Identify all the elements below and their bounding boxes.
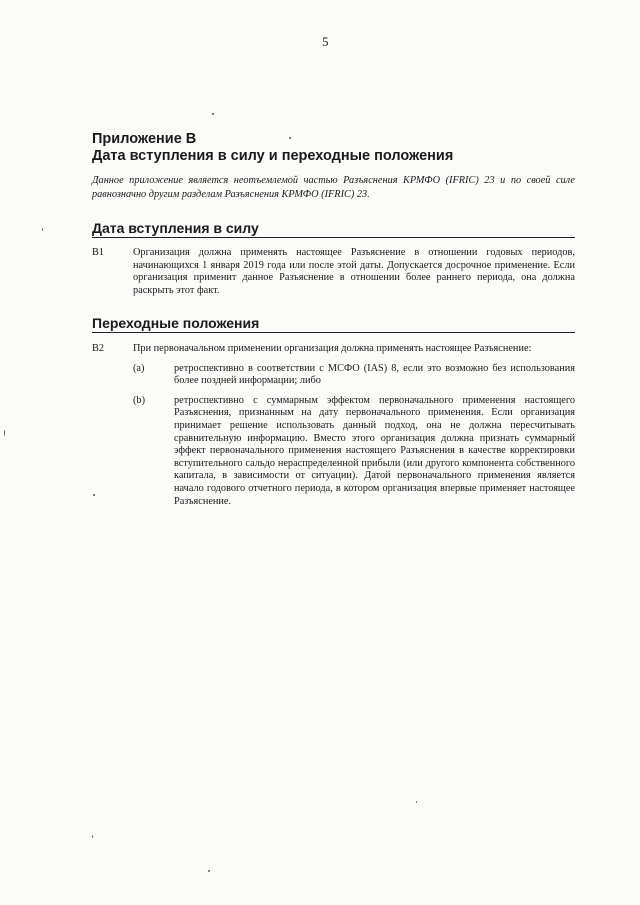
appendix-intro: Данное приложение является неотъемлемой частью Разъяснения КРМФО (IFRIC) 23 и по своей силе равнозначно другим разделам Разъяснения КРМФО (IFRIC) 23. bbox=[92, 175, 575, 200]
list-item-marker: (b) bbox=[133, 394, 146, 406]
scan-speck bbox=[42, 228, 43, 231]
scan-speck bbox=[208, 870, 210, 872]
scan-speck bbox=[416, 801, 417, 803]
scan-speck bbox=[289, 137, 291, 139]
paragraph-b2 bbox=[92, 343, 575, 508]
appendix-title-block bbox=[92, 131, 453, 165]
scan-speck bbox=[4, 430, 5, 436]
scan-speck bbox=[212, 113, 214, 115]
paragraph-number: B2 bbox=[92, 343, 105, 354]
page-number: 5 bbox=[322, 34, 329, 49]
paragraph-b1 bbox=[92, 247, 575, 297]
paragraph-number: B1 bbox=[92, 247, 105, 258]
section-heading-transition: Переходные положения bbox=[92, 315, 575, 333]
list-item bbox=[133, 395, 575, 508]
list-item-marker: (a) bbox=[133, 362, 145, 374]
paragraph-body bbox=[133, 343, 575, 508]
appendix-title: Приложение В bbox=[92, 131, 197, 147]
paragraph-text: При первоначальном применении организация должна применять настоящее Разъяснение: bbox=[133, 343, 532, 354]
list-item-text: ретроспективно в соответствии с МСФО (IAS) 8, если это возможно без использования более поздней информации; либо bbox=[174, 362, 575, 387]
scan-speck bbox=[92, 835, 93, 838]
appendix-subtitle: Дата вступления в силу и переходные положения bbox=[92, 148, 454, 164]
paragraph-text: Организация должна применять настоящее Разъяснение в отношении годовых периодов, начинающихся 1 января 2019 года или после этой даты. Допускается досрочное применение. Если организация применит данное Разъяснение в отношении более раннего периода, она должна раскрыть этот факт. bbox=[133, 247, 575, 296]
scan-speck bbox=[93, 494, 95, 496]
list-item bbox=[133, 363, 575, 388]
section-heading-effective-date: Дата вступления в силу bbox=[92, 220, 575, 238]
list-item-text: ретроспективно с суммарным эффектом первоначального применения настоящего Разъяснения, признанным на дату первоначального применения. Если организация принимает решение использовать данный подход, она не должна пересчитывать сравнительную информацию. Вместо этого организация должна признать суммарный эффект первоначального применения настоящего Разъяснения в качестве корректировки вступительного сальдо нераспределенной прибыли (или другого компонента собственного капитала, в зависимости от ситуации). Датой первоначального применения является начало годового отчетного периода, в котором организация впервые применяет настоящее Разъяснение. bbox=[174, 394, 575, 507]
